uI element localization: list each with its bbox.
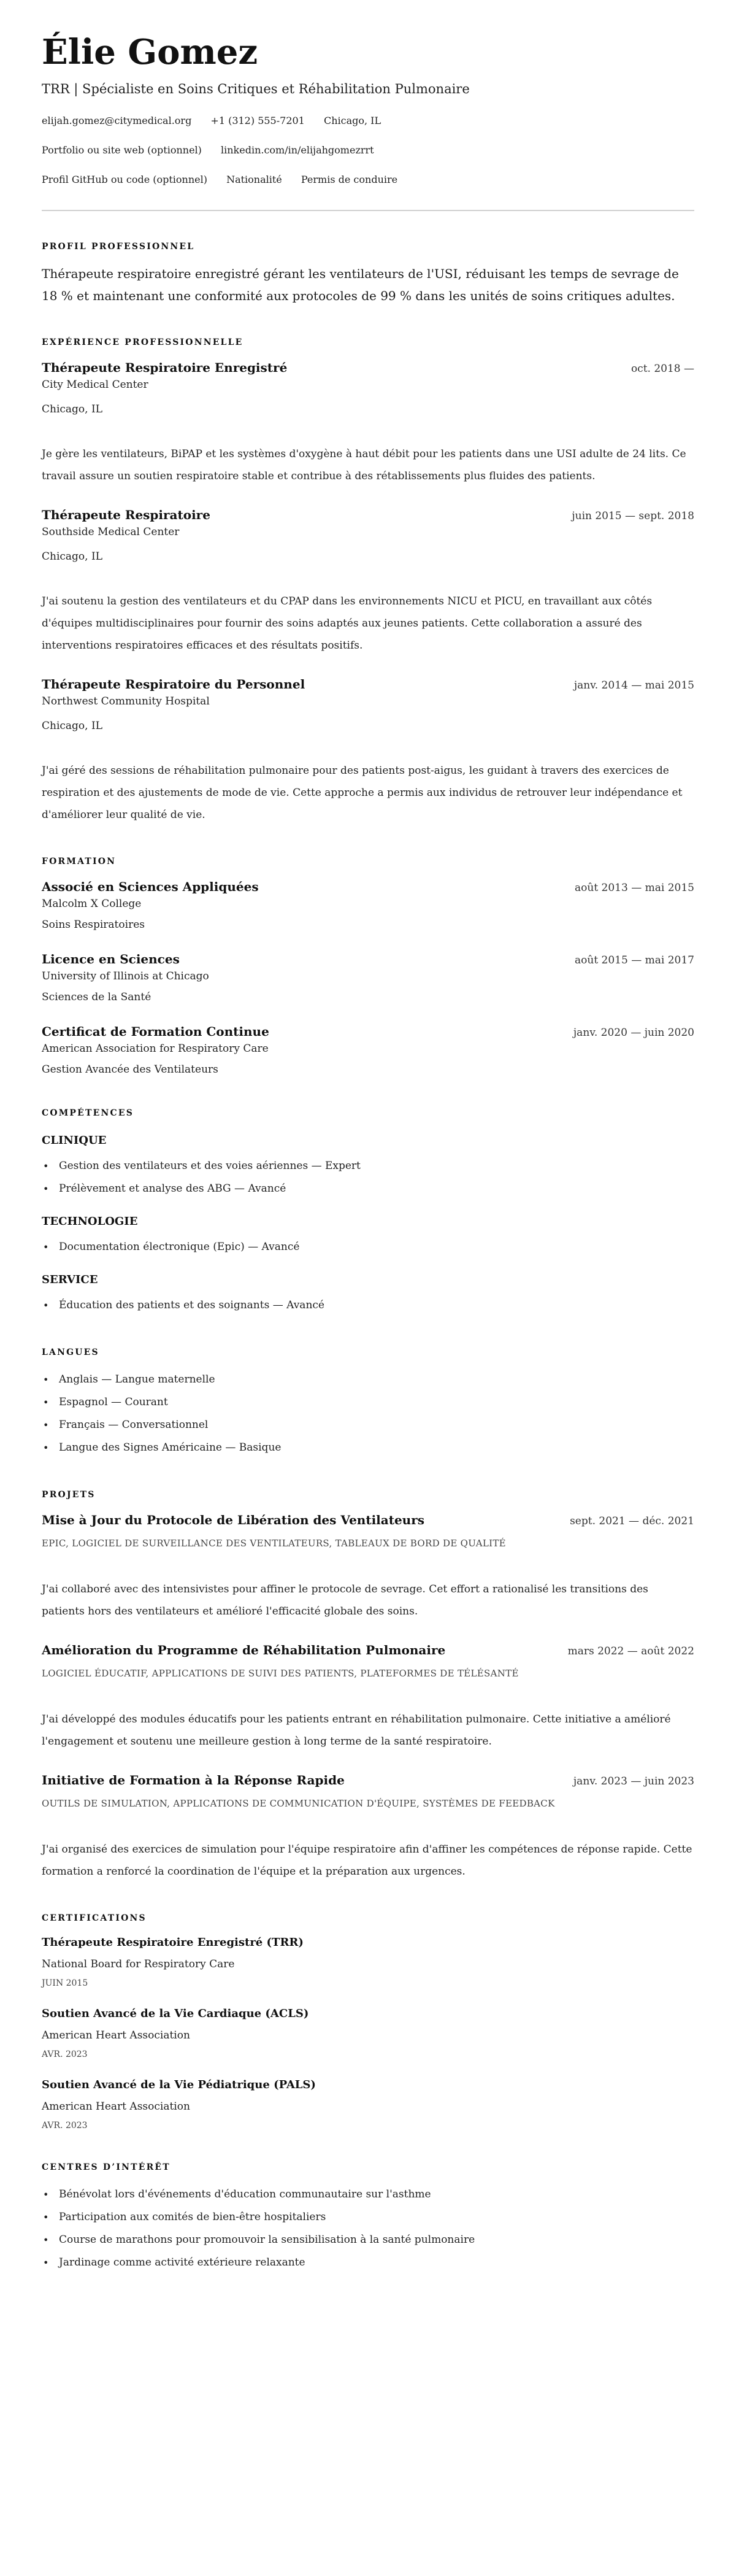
education-section: [42, 855, 694, 1078]
project-title: Mise à Jour du Protocole de Libération des Ventilateurs: [42, 1513, 425, 1527]
project-technologies: LOGICIEL ÉDUCATIF, APPLICATIONS DE SUIVI DES PATIENTS, PLATEFORMES DE TÉLÉSANTÉ: [42, 1668, 519, 1679]
skill-list-clinical: [42, 1155, 694, 1200]
experience-entry: [42, 675, 694, 826]
job-location: Chicago, IL: [42, 720, 102, 732]
certification-entry: [42, 2077, 694, 2132]
project-dates: sept. 2021 — déc. 2021: [570, 1515, 694, 1527]
contact-github[interactable]: Profil GitHub ou code (optionnel): [42, 174, 207, 185]
interest-item: • Course de marathons pour promouvoir la sensibilisation à la santé pulmonaire: [42, 2229, 694, 2251]
section-title-education: FORMATION: [42, 857, 117, 866]
degree-title: Certificat de Formation Continue: [42, 1024, 269, 1039]
project-technologies: OUTILS DE SIMULATION, APPLICATIONS DE COMMUNICATION D'ÉQUIPE, SYSTÈMES DE FEEDBACK: [42, 1798, 555, 1809]
degree-dates: janv. 2020 — juin 2020: [573, 1027, 694, 1039]
school-name: American Association for Respiratory Care: [42, 1043, 269, 1055]
contact-row-2: [42, 144, 694, 157]
project-description: J'ai organisé des exercices de simulation pour l'équipe respiratoire afin d'affiner les compétences de réponse rapide. Cette formation a renforcé la coordination de l'équipe et la préparation aux urgences.: [42, 1843, 692, 1878]
language-item: • Anglais — Langue maternelle: [42, 1368, 694, 1391]
certification-issuer: National Board for Respiratory Care: [42, 1958, 235, 1970]
project-dates: janv. 2023 — juin 2023: [573, 1775, 694, 1787]
project-title: Amélioration du Programme de Réhabilitation Pulmonaire: [42, 1643, 446, 1657]
contact-nationality: Nationalité: [226, 174, 282, 185]
project-title: Initiative de Formation à la Réponse Rapide: [42, 1773, 345, 1787]
degree-field: Sciences de la Santé: [42, 991, 151, 1003]
skill-item: • Documentation électronique (Epic) — Avancé: [42, 1236, 694, 1259]
job-description: J'ai soutenu la gestion des ventilateurs et du CPAP dans les environnements NICU et PICU, en travaillant aux côtés d'équipes multidisciplinaires pour fournir des soins adaptés aux jeunes patients. Cette collaboration a assuré des interventions respiratoires efficaces et des résultats positifs.: [42, 595, 653, 652]
skills-section: [42, 1107, 694, 1317]
certification-entry: [42, 2005, 694, 2061]
certifications-section: [42, 1912, 694, 2132]
section-title-languages: LANGUES: [42, 1348, 99, 1357]
resume-header: [42, 32, 694, 211]
section-title-summary: PROFIL PROFESSIONNEL: [42, 242, 195, 252]
section-title-experience: EXPÉRIENCE PROFESSIONNELLE: [42, 337, 243, 347]
skill-item: • Prélèvement et analyse des ABG — Avancé: [42, 1178, 694, 1200]
skill-list-technology: [42, 1236, 694, 1259]
job-dates: janv. 2014 — mai 2015: [573, 679, 694, 692]
contact-email[interactable]: elijah.gomez@citymedical.org: [42, 115, 192, 126]
skill-category-technology: TECHNOLOGIE: [42, 1215, 138, 1228]
skill-category-service: SERVICE: [42, 1273, 98, 1286]
job-location: Chicago, IL: [42, 550, 102, 563]
interest-item: • Participation aux comités de bien-être hospitaliers: [42, 2206, 694, 2229]
contact-linkedin[interactable]: linkedin.com/in/elijahgomezrrt: [221, 144, 374, 156]
experience-section: [42, 336, 694, 826]
degree-title: Associé en Sciences Appliquées: [42, 879, 259, 894]
language-list: [42, 1368, 694, 1459]
skill-item: • Éducation des patients et des soignants — Avancé: [42, 1294, 694, 1317]
certification-date: AVR. 2023: [42, 2050, 88, 2059]
education-entry: [42, 877, 694, 933]
job-dates: oct. 2018 —: [631, 363, 694, 375]
certification-name: Thérapeute Respiratoire Enregistré (TRR): [42, 1936, 304, 1949]
project-entry: [42, 1641, 694, 1753]
section-title-interests: CENTRES D’INTÉRÊT: [42, 2162, 171, 2172]
interest-list: [42, 2183, 694, 2274]
degree-field: Gestion Avancée des Ventilateurs: [42, 1063, 218, 1076]
candidate-headline: TRR | Spécialiste en Soins Critiques et Réhabilitation Pulmonaire: [42, 82, 470, 96]
projects-section: [42, 1489, 694, 1883]
school-name: Malcolm X College: [42, 898, 142, 910]
skill-list-service: [42, 1294, 694, 1317]
school-name: University of Illinois at Chicago: [42, 970, 209, 982]
language-item: • Langue des Signes Américaine — Basique: [42, 1436, 694, 1459]
job-location: Chicago, IL: [42, 403, 102, 415]
certification-name: Soutien Avancé de la Vie Cardiaque (ACLS): [42, 2007, 309, 2020]
contact-row-1: [42, 114, 694, 128]
project-technologies: EPIC, LOGICIEL DE SURVEILLANCE DES VENTILATEURS, TABLEAUX DE BORD DE QUALITÉ: [42, 1538, 506, 1549]
contact-location: Chicago, IL: [323, 115, 381, 126]
job-title: Thérapeute Respiratoire du Personnel: [42, 677, 305, 692]
language-item: • Espagnol — Courant: [42, 1391, 694, 1414]
section-title-skills: COMPÉTENCES: [42, 1108, 134, 1118]
job-title: Thérapeute Respiratoire: [42, 507, 210, 522]
degree-dates: août 2013 — mai 2015: [575, 882, 694, 894]
experience-entry: [42, 358, 694, 487]
project-description: J'ai collaboré avec des intensivistes pour affiner le protocole de sevrage. Cet effort a rationalisé les transitions des patients hors des ventilateurs et amélioré l'efficacité globale des soins.: [42, 1583, 648, 1618]
job-company: Southside Medical Center: [42, 526, 180, 538]
experience-entry: [42, 506, 694, 657]
project-entry: [42, 1771, 694, 1883]
interests-section: [42, 2161, 694, 2274]
degree-title: Licence en Sciences: [42, 952, 180, 966]
contact-row-3: [42, 173, 694, 187]
certification-date: JUIN 2015: [42, 1978, 88, 1988]
candidate-name: Élie Gomez: [42, 32, 258, 72]
education-entry: [42, 1022, 694, 1078]
summary-section: [42, 241, 694, 307]
contact-phone[interactable]: +1 (312) 555-7201: [210, 115, 305, 126]
job-description: Je gère les ventilateurs, BiPAP et les systèmes d'oxygène à haut débit pour les patients dans une USI adulte de 24 lits. Ce travail assure un soutien respiratoire stable et contribue à des rétablissements plus fluides des patients.: [42, 448, 686, 482]
interest-item: • Jardinage comme activité extérieure relaxante: [42, 2251, 694, 2274]
summary-text: Thérapeute respiratoire enregistré gérant les ventilateurs de l'USI, réduisant les temps de sevrage de 18 % et maintenant une conformité aux protocoles de 99 % dans les unités de soins critiques adultes.: [42, 266, 679, 303]
languages-section: [42, 1346, 694, 1459]
job-company: City Medical Center: [42, 379, 148, 391]
certification-date: AVR. 2023: [42, 2121, 88, 2131]
skill-category-clinical: CLINIQUE: [42, 1134, 107, 1147]
certification-entry: [42, 1934, 694, 1989]
section-title-certifications: CERTIFICATIONS: [42, 1913, 147, 1923]
skill-item: • Gestion des ventilateurs et des voies aériennes — Expert: [42, 1155, 694, 1178]
job-dates: juin 2015 — sept. 2018: [572, 510, 694, 522]
certification-issuer: American Heart Association: [42, 2029, 190, 2042]
degree-field: Soins Respiratoires: [42, 919, 145, 931]
project-dates: mars 2022 — août 2022: [567, 1645, 694, 1657]
contact-driving-license: Permis de conduire: [301, 174, 398, 185]
job-company: Northwest Community Hospital: [42, 695, 210, 708]
language-item: • Français — Conversationnel: [42, 1414, 694, 1436]
interest-item: • Bénévolat lors d'événements d'éducation communautaire sur l'asthme: [42, 2183, 694, 2206]
project-description: J'ai développé des modules éducatifs pour les patients entrant en réhabilitation pulmonaire. Cette initiative a amélioré l'engagement et soutenu une meilleure gestion à long terme de la santé respiratoire.: [42, 1713, 671, 1748]
job-title: Thérapeute Respiratoire Enregistré: [42, 360, 288, 375]
header-divider: [42, 210, 694, 211]
section-title-projects: PROJETS: [42, 1490, 96, 1500]
degree-dates: août 2015 — mai 2017: [575, 954, 694, 966]
certification-name: Soutien Avancé de la Vie Pédiatrique (PALS): [42, 2078, 316, 2091]
project-entry: [42, 1511, 694, 1622]
certification-issuer: American Heart Association: [42, 2100, 190, 2113]
job-description: J'ai géré des sessions de réhabilitation pulmonaire pour des patients post-aigus, les guidant à travers des exercices de respiration et des ajustements de mode de vie. Cette approche a permis aux individus de retrouver leur indépendance et d'améliorer leur qualité de vie.: [42, 765, 683, 821]
education-entry: [42, 950, 694, 1005]
contact-portfolio[interactable]: Portfolio ou site web (optionnel): [42, 144, 202, 156]
